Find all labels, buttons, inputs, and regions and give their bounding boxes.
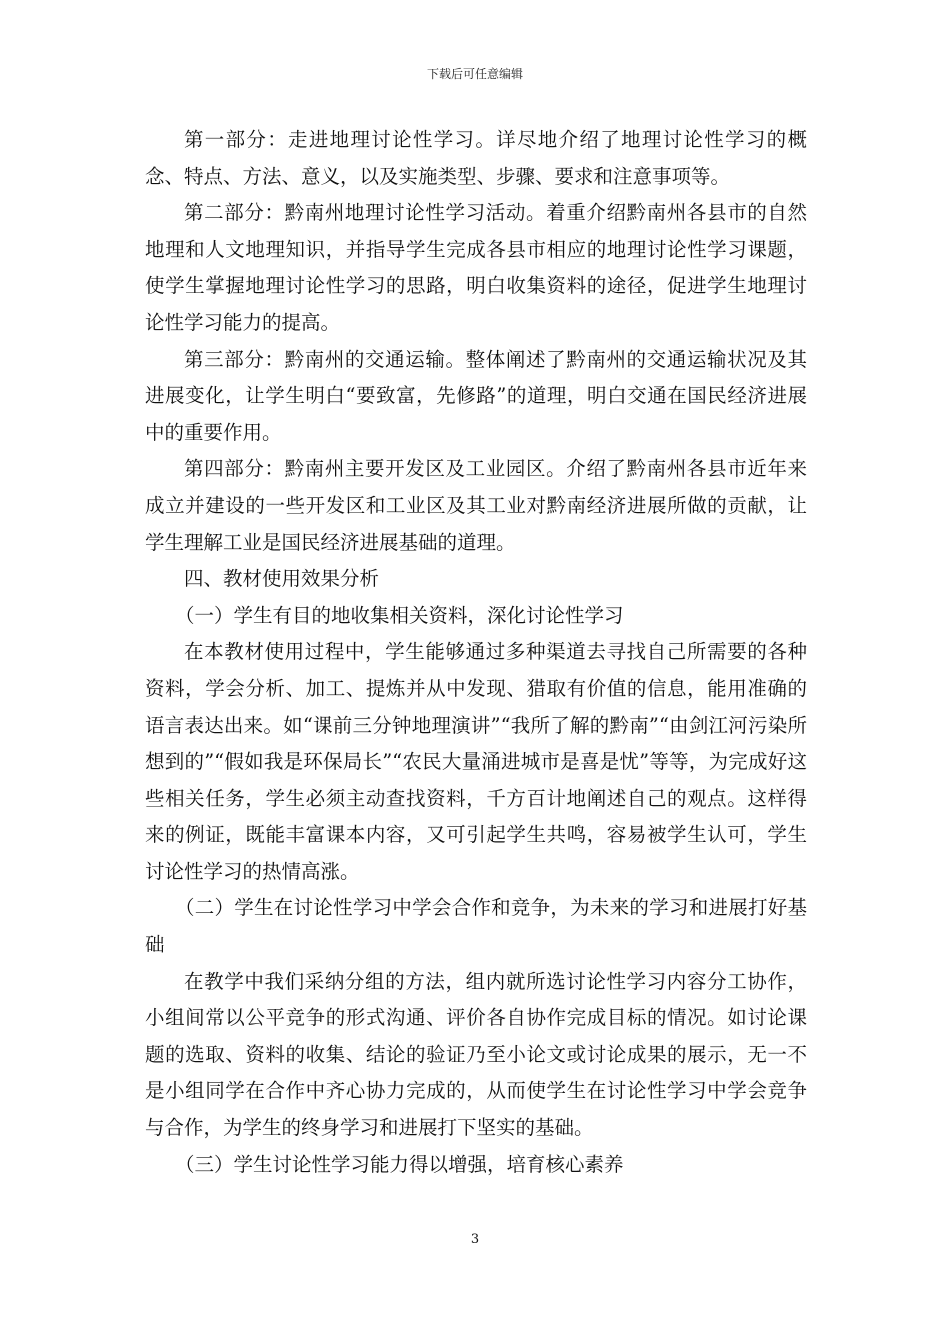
- paragraph-part-two: 第二部分：黔南州地理讨论性学习活动。着重介绍黔南州各县市的自然地理和人文地理知识，并指导学生完成各县市相应的地理讨论性学习课题，使学生掌握地理讨论性学习的思路，明白收集资料的途径，促进学生地理讨论性学习能力的提高。: [145, 201, 807, 334]
- paragraph-subsection-two: 在教学中我们采纳分组的方法，组内就所选讨论性学习内容分工协作，小组间常以公平竞争的形式沟通、评价各自协作完成目标的情况。如讨论课题的选取、资料的收集、结论的验证乃至小论文或讨论成果的展示，无一不是小组同学在合作中齐心协力完成的，从而使学生在讨论性学习中学会竞争与合作，为学生的终身学习和进展打下坚实的基础。: [145, 969, 807, 1140]
- paragraph-part-three: 第三部分：黔南州的交通运输。整体阐述了黔南州的交通运输状况及其进展变化，让学生明白“要致富，先修路”的道理，明白交通在国民经济进展中的重要作用。: [145, 347, 807, 444]
- page-header: 下载后可任意编辑: [426, 67, 523, 81]
- section-heading-effect-analysis: 四、教材使用效果分析: [184, 567, 380, 591]
- subheading-two: （二）学生在讨论性学习中学会合作和竞争，为未来的学习和进展打好基础: [145, 896, 807, 957]
- paragraph-subsection-one: 在本教材使用过程中，学生能够通过多种渠道去寻找自己所需要的各种资料，学会分析、加工、提炼并从中发现、猎取有价值的信息，能用准确的语言表达出来。如“课前三分钟地理演讲”“我所了解的黔南”“由剑江河污染所想到的”“假如我是环保局长”“农民大量涌进城市是喜是忧”等等，为完成好这些相关任务，学生必须主动查找资料，千方百计地阐述自己的观点。这样得来的例证，既能丰富课本内容，又可引起学生共鸣，容易被学生认可，学生讨论性学习的热情高涨。: [145, 640, 807, 883]
- paragraph-part-one: 第一部分：走进地理讨论性学习。详尽地介绍了地理讨论性学习的概念、特点、方法、意义，以及实施类型、步骤、要求和注意事项等。: [145, 128, 807, 188]
- paragraph-part-four: 第四部分：黔南州主要开发区及工业园区。介绍了黔南州各县市近年来成立并建设的一些开发区和工业区及其工业对黔南经济进展所做的贡献，让学生理解工业是国民经济进展基础的道理。: [145, 457, 807, 554]
- subheading-three: （三）学生讨论性学习能力得以增强，培育核心素养: [175, 1152, 624, 1176]
- document-body: [145, 122, 807, 1183]
- page-number: 3: [470, 1232, 480, 1247]
- subheading-one: （一）学生有目的地收集相关资料，深化讨论性学习: [175, 603, 624, 627]
